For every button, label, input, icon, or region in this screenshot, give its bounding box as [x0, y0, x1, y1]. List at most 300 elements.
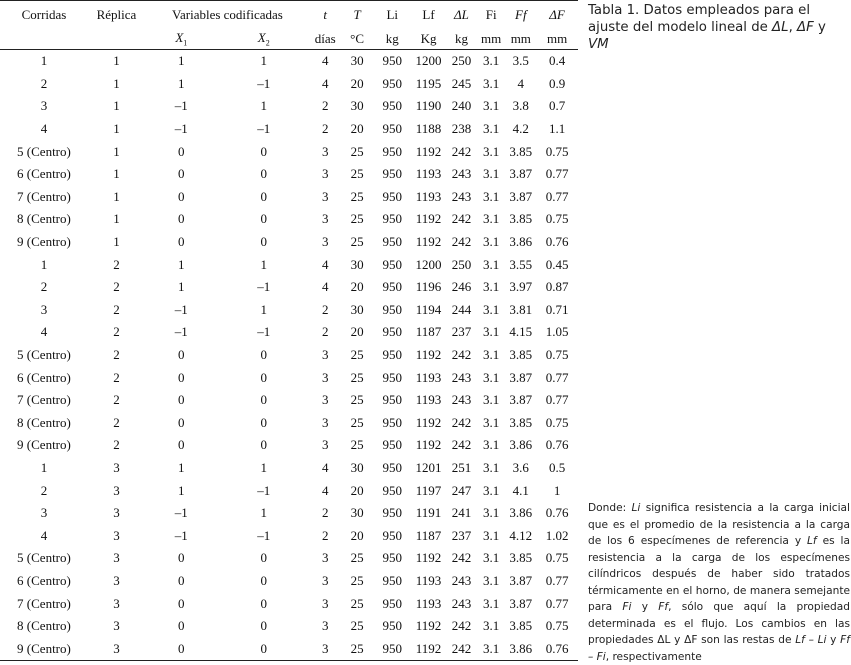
- table-row: [0, 50, 578, 73]
- table-cell: 0: [178, 437, 185, 453]
- table-cell: 4: [321, 256, 329, 272]
- table-cell: 3: [321, 166, 329, 182]
- table-cell: 3: [321, 392, 329, 408]
- table-cell: 0: [178, 234, 185, 250]
- table-row: [0, 547, 578, 570]
- table-cell: 0: [178, 618, 185, 634]
- table-cell: 1200: [415, 53, 442, 69]
- table-cell: 0: [218, 637, 310, 660]
- table-cell: 1191: [415, 505, 442, 521]
- table-cell: 950: [382, 392, 402, 408]
- table-cell: 25: [350, 595, 364, 611]
- table-cell: 1: [260, 459, 267, 475]
- table-cell: 25: [350, 143, 364, 159]
- table-cell: 3: [321, 143, 329, 159]
- table-cell: 1: [113, 188, 120, 204]
- table-cell: 3.85: [509, 211, 533, 227]
- table-cell: 0: [260, 618, 267, 634]
- table-cell: 0.77: [545, 572, 569, 588]
- table-cell: 3.1: [483, 505, 500, 521]
- table-cell: 3: [40, 301, 48, 317]
- table-cell: 3.1: [483, 211, 500, 227]
- table-cell: 5 (Centro): [17, 550, 71, 566]
- table-cell: 0: [260, 572, 267, 588]
- table-cell: 242: [451, 234, 472, 250]
- table-cell: 4: [321, 482, 329, 498]
- table-cell: 2: [321, 324, 329, 340]
- table-cell: 1192: [415, 234, 442, 250]
- table-cell: 247: [451, 482, 472, 498]
- table-cell: 20: [350, 121, 364, 137]
- table-cell: 245: [451, 75, 472, 91]
- table-cell: 0.4: [548, 53, 566, 69]
- table-cell: 250: [451, 256, 472, 272]
- table-cell: 0: [260, 234, 267, 250]
- table-cell: 1193: [415, 595, 442, 611]
- table-row: [0, 389, 578, 412]
- table-cell: 1: [260, 505, 267, 521]
- table-cell: 1192: [415, 550, 442, 566]
- table-cell: 1200: [415, 256, 442, 272]
- col-header-t: t: [310, 1, 341, 30]
- table-cell: 0: [178, 166, 185, 182]
- table-cell: 2: [40, 279, 48, 295]
- table-cell: 0.75: [545, 143, 569, 159]
- table-cell: 0: [178, 595, 185, 611]
- col-header-lf: Lf: [411, 1, 446, 30]
- table-cell: 1: [40, 459, 48, 475]
- table-cell: 1194: [415, 301, 442, 317]
- table-row: [0, 95, 578, 118]
- table-cell: 242: [451, 347, 472, 363]
- subheader-x1: $X_1$: [145, 29, 218, 50]
- table-cell: 2: [113, 301, 120, 317]
- table-cell: 20: [350, 527, 364, 543]
- table-cell: 950: [382, 188, 402, 204]
- table-cell: 25: [350, 188, 364, 204]
- table-cell: 243: [451, 188, 472, 204]
- table-cell: 4: [40, 324, 48, 340]
- table-cell: 242: [451, 414, 472, 430]
- table-cell: –1: [257, 279, 271, 295]
- table-cell: 0: [260, 143, 267, 159]
- table-cell: 3.87: [509, 595, 533, 611]
- table-cell: 3: [113, 595, 120, 611]
- table-cell: 1: [260, 301, 267, 317]
- table-cell: 30: [350, 256, 364, 272]
- col-header-delta-l: ΔL: [446, 1, 477, 30]
- unit-delta-f: mm: [536, 29, 578, 50]
- table-cell: 3.85: [509, 550, 533, 566]
- table-cell: 2: [113, 324, 120, 340]
- table-row: [0, 231, 578, 254]
- table-cell: 0.77: [545, 595, 569, 611]
- table-cell: 950: [374, 637, 411, 660]
- table-cell: 25: [350, 347, 364, 363]
- table-cell: 950: [382, 414, 402, 430]
- table-cell: 242: [451, 143, 472, 159]
- table-cell: 0: [260, 347, 267, 363]
- table-cell: 0: [178, 211, 185, 227]
- table-cell: 243: [451, 166, 472, 182]
- table-cell: 3.81: [509, 301, 533, 317]
- table-cell: 8 (Centro): [17, 414, 71, 430]
- table-cell: 0.76: [545, 505, 569, 521]
- table-cell: 7 (Centro): [17, 392, 71, 408]
- table-cell: 238: [451, 121, 472, 137]
- table-cell: 4: [321, 279, 329, 295]
- col-header-T: T: [341, 1, 374, 30]
- table-cell: 2: [321, 98, 329, 114]
- table-cell: 3.1: [483, 392, 500, 408]
- table-cell: 0: [260, 550, 267, 566]
- table-cell: 3: [88, 637, 145, 660]
- table-row: [0, 118, 578, 141]
- table-cell: 246: [451, 279, 472, 295]
- table-cell: 1192: [415, 618, 442, 634]
- table-cell: 950: [382, 347, 402, 363]
- subheader-x2: $X_2$: [218, 29, 310, 50]
- table-cell: 1: [178, 256, 185, 272]
- table-cell: 950: [382, 53, 402, 69]
- table-cell: 0: [260, 211, 267, 227]
- table-cell: 3.85: [509, 143, 533, 159]
- table-cell: –1: [174, 527, 188, 543]
- table-cell: 0: [260, 437, 267, 453]
- table-cell: –1: [174, 324, 188, 340]
- table-body: [0, 50, 578, 661]
- table-cell: 3: [113, 527, 120, 543]
- table-cell: 0: [260, 595, 267, 611]
- table-cell: 0.7: [548, 98, 566, 114]
- table-cell: 3.1: [483, 234, 500, 250]
- table-cell: 2: [321, 121, 329, 137]
- table-cell: 3.1: [483, 301, 500, 317]
- table-cell: 30: [350, 98, 364, 114]
- table-cell: 950: [382, 369, 402, 385]
- unit-ff: mm: [505, 29, 536, 50]
- table-cell: 0: [178, 414, 185, 430]
- table-cell: 5 (Centro): [17, 347, 71, 363]
- table-cell: 3.87: [509, 572, 533, 588]
- table-cell: 20: [350, 482, 364, 498]
- table-cell: 7 (Centro): [17, 188, 71, 204]
- table-cell: 1.05: [545, 324, 569, 340]
- col-header-li: Li: [374, 1, 411, 30]
- table-cell: 1192: [415, 437, 442, 453]
- table-cell: 0: [178, 572, 185, 588]
- table-cell: 3.1: [483, 618, 500, 634]
- col-header-ff: Ff: [505, 1, 536, 30]
- table-cell: 3.1: [483, 53, 500, 69]
- table-cell: 950: [382, 256, 402, 272]
- table-cell: 950: [382, 279, 402, 295]
- table-cell: 6 (Centro): [17, 369, 71, 385]
- table-cell: 3: [321, 414, 329, 430]
- table-cell: 1190: [415, 98, 442, 114]
- table-cell: 6 (Centro): [17, 166, 71, 182]
- table-cell: 9 (Centro): [17, 437, 71, 453]
- table-cell: 242: [451, 550, 472, 566]
- table-cell: 242: [451, 211, 472, 227]
- table-cell: 0: [260, 166, 267, 182]
- table-cell: 0.75: [545, 414, 569, 430]
- table-cell: 1: [40, 256, 48, 272]
- table-cell: 3.1: [483, 414, 500, 430]
- table-cell: 950: [382, 595, 402, 611]
- table-row: [0, 140, 578, 163]
- table-cell: 25: [350, 392, 364, 408]
- table-cell: 241: [451, 505, 472, 521]
- table-cell: 3.55: [509, 256, 533, 272]
- table-cell: –1: [174, 98, 188, 114]
- table-cell: 243: [451, 369, 472, 385]
- unit-lf: Kg: [411, 29, 446, 50]
- table-cell: 0: [178, 347, 185, 363]
- table-cell: 1: [178, 482, 185, 498]
- table-cell: 1192: [415, 414, 442, 430]
- table-cell: 3.1: [483, 595, 500, 611]
- table-cell: –1: [257, 527, 271, 543]
- table-cell: 4: [517, 75, 525, 91]
- table-cell: 950: [382, 234, 402, 250]
- table-cell: 950: [382, 98, 402, 114]
- table-cell: 8 (Centro): [17, 618, 71, 634]
- table-cell: 0: [260, 188, 267, 204]
- table-cell: 30: [350, 301, 364, 317]
- table-cell: 20: [350, 75, 364, 91]
- table-cell: 25: [341, 637, 374, 660]
- table-cell: 1193: [415, 369, 442, 385]
- table-cell: 0.77: [545, 392, 569, 408]
- table-cell: 3.86: [505, 637, 536, 660]
- table-cell: 0: [260, 414, 267, 430]
- table-cell: 2: [113, 414, 120, 430]
- table-cell: 3.1: [483, 279, 500, 295]
- table-cell: 3: [310, 637, 341, 660]
- table-cell: 1201: [415, 459, 442, 475]
- table-cell: 3: [321, 595, 329, 611]
- table-cell: 4: [40, 527, 48, 543]
- table-cell: 25: [350, 414, 364, 430]
- table-row: [0, 637, 578, 660]
- table-cell: 3: [321, 550, 329, 566]
- table-cell: 2: [40, 75, 48, 91]
- table-cell: 950: [382, 618, 402, 634]
- table-cell: 3: [321, 437, 329, 453]
- table-cell: 1193: [415, 188, 442, 204]
- table-cell: 1193: [415, 166, 442, 182]
- table-row: [0, 479, 578, 502]
- table-cell: 4.2: [512, 121, 529, 137]
- table-cell: 4.15: [509, 324, 533, 340]
- table-cell: 3.8: [512, 98, 529, 114]
- header-row-2: [0, 29, 578, 50]
- table-cell: 950: [382, 301, 402, 317]
- table-cell: 3: [113, 459, 120, 475]
- table-cell: 1: [113, 166, 120, 182]
- table-cell: 9 (Centro): [17, 234, 71, 250]
- table-cell: 4: [321, 75, 329, 91]
- table-cell: –1: [174, 121, 188, 137]
- table-cell: 1: [178, 53, 185, 69]
- table-cell: 0.76: [545, 437, 569, 453]
- table-cell: 0.76: [536, 637, 578, 660]
- table-cell: –1: [257, 75, 271, 91]
- table-row: [0, 344, 578, 367]
- table-cell: 0.76: [545, 234, 569, 250]
- table-cell: 3.85: [509, 618, 533, 634]
- table-cell: 4: [321, 459, 329, 475]
- table-row: [0, 502, 578, 525]
- table-cell: 3.86: [509, 437, 533, 453]
- table-cell: 25: [350, 550, 364, 566]
- table-cell: 5 (Centro): [17, 143, 71, 159]
- table-cell: 2: [113, 279, 120, 295]
- table-cell: 2: [113, 392, 120, 408]
- table-cell: 3.1: [477, 637, 506, 660]
- table-cell: –1: [257, 324, 271, 340]
- table-row: [0, 186, 578, 209]
- table-cell: 3.87: [509, 392, 533, 408]
- table-cell: –1: [257, 482, 271, 498]
- table-row: [0, 163, 578, 186]
- table-cell: 950: [382, 482, 402, 498]
- table-cell: –1: [257, 121, 271, 137]
- header-row-1: [0, 1, 578, 30]
- table-cell: 950: [382, 75, 402, 91]
- table-cell: 950: [382, 572, 402, 588]
- table-cell: 0.87: [545, 279, 569, 295]
- table-cell: 2: [321, 527, 329, 543]
- table-cell: 1193: [415, 572, 442, 588]
- table-cell: 1192: [415, 143, 442, 159]
- table-cell: 30: [350, 459, 364, 475]
- table-cell: 20: [350, 324, 364, 340]
- table-cell: 1: [178, 279, 185, 295]
- table-cell: 3.1: [483, 347, 500, 363]
- table-cell: 2: [321, 301, 329, 317]
- table-cell: 20: [350, 279, 364, 295]
- table-cell: 1: [260, 53, 267, 69]
- table-cell: 1: [178, 75, 185, 91]
- table-row: [0, 253, 578, 276]
- table-cell: 3: [321, 211, 329, 227]
- table-cell: 3.1: [483, 437, 500, 453]
- table-cell: 1: [113, 234, 120, 250]
- table-cell: 1187: [415, 324, 442, 340]
- table-cell: 4.12: [509, 527, 533, 543]
- table-cell: 237: [451, 324, 472, 340]
- table-cell: 3.85: [509, 414, 533, 430]
- table-row: [0, 321, 578, 344]
- table-row: [0, 434, 578, 457]
- table-row: [0, 524, 578, 547]
- table-cell: 3: [321, 347, 329, 363]
- unit-T: °C: [341, 29, 374, 50]
- table-cell: 1: [113, 211, 120, 227]
- col-header-delta-f: ΔF: [536, 1, 578, 30]
- table-cell: 2: [113, 369, 120, 385]
- table-row: [0, 570, 578, 593]
- table-caption: Tabla 1. Datos empleados para el ajuste del modelo lineal de ΔL, ΔF y VM: [588, 3, 826, 52]
- table-cell: 950: [382, 437, 402, 453]
- table-cell: 950: [382, 121, 402, 137]
- table-cell: 3: [40, 505, 48, 521]
- table-cell: 1192: [415, 211, 442, 227]
- table-cell: 3.1: [483, 98, 500, 114]
- table-cell: –1: [174, 301, 188, 317]
- table-row: [0, 208, 578, 231]
- table-cell: 3.1: [483, 324, 500, 340]
- col-header-corridas: Corridas: [0, 1, 88, 30]
- table-cell: 25: [350, 437, 364, 453]
- table-cell: 0: [178, 550, 185, 566]
- table-cell: 0.5: [548, 459, 566, 475]
- table-cell: 1196: [415, 279, 442, 295]
- table-cell: 0: [178, 188, 185, 204]
- unit-t: días: [310, 29, 341, 50]
- table-cell: 3.1: [483, 256, 500, 272]
- table-cell: 30: [350, 53, 364, 69]
- table-cell: 1197: [415, 482, 442, 498]
- table-cell: 1: [260, 98, 267, 114]
- table-cell: 3.86: [509, 234, 533, 250]
- table-cell: 3.1: [483, 572, 500, 588]
- table-cell: 0.71: [545, 301, 569, 317]
- table-cell: 237: [451, 527, 472, 543]
- table-cell: 0.77: [545, 369, 569, 385]
- table-row: [0, 299, 578, 322]
- table-cell: 1: [260, 256, 267, 272]
- table-cell: 3.6: [512, 459, 529, 475]
- table-cell: 251: [451, 459, 472, 475]
- table-cell: 3.1: [483, 75, 500, 91]
- table-cell: 3: [321, 188, 329, 204]
- table-cell: 950: [382, 143, 402, 159]
- table-cell: 0: [260, 392, 267, 408]
- table-cell: 1192: [411, 637, 446, 660]
- table-cell: 25: [350, 572, 364, 588]
- table-cell: 1188: [415, 121, 442, 137]
- table-cell: 2: [113, 437, 120, 453]
- table-cell: 25: [350, 211, 364, 227]
- table-row: [0, 73, 578, 96]
- table-cell: 242: [451, 618, 472, 634]
- unit-fi: mm: [477, 29, 506, 50]
- table-cell: 9 (Centro): [0, 637, 88, 660]
- table-cell: 3: [321, 234, 329, 250]
- table-row: [0, 276, 578, 299]
- table-cell: 4.1: [512, 482, 529, 498]
- table-cell: 3: [113, 505, 120, 521]
- table-cell: 3: [113, 482, 120, 498]
- table-row: [0, 592, 578, 615]
- table-cell: 243: [451, 572, 472, 588]
- table-cell: 1.1: [548, 121, 566, 137]
- table-cell: 0: [178, 392, 185, 408]
- table-cell: 4: [321, 53, 329, 69]
- table-cell: 1187: [415, 527, 442, 543]
- unit-li: kg: [374, 29, 411, 50]
- table-cell: 0: [178, 369, 185, 385]
- unit-delta-l: kg: [446, 29, 477, 50]
- table-cell: 3.1: [483, 459, 500, 475]
- table-cell: 242: [451, 437, 472, 453]
- table-cell: 3.1: [483, 188, 500, 204]
- table-cell: 2: [113, 347, 120, 363]
- table-cell: –1: [174, 505, 188, 521]
